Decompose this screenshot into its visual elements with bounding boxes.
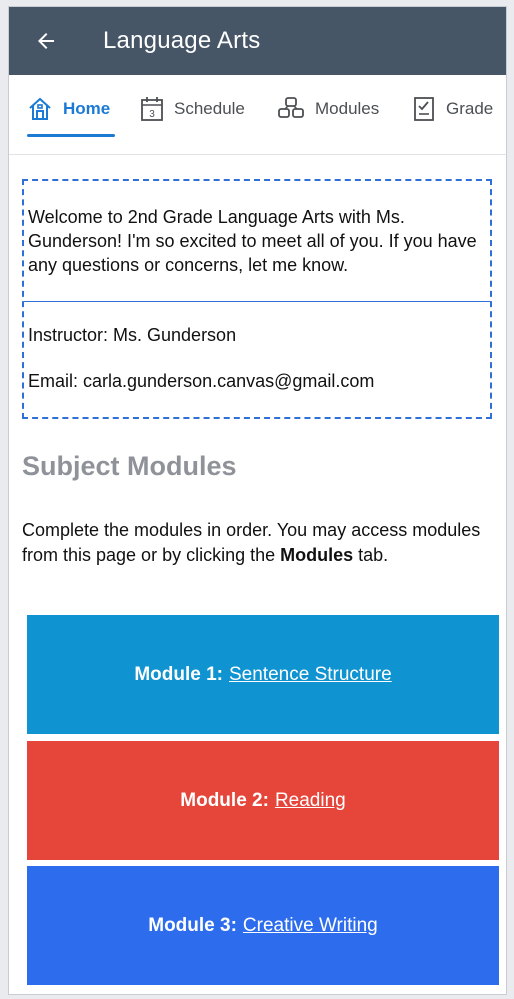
modules-tab-reference: Modules <box>280 545 354 565</box>
tab-schedule[interactable] <box>140 89 245 129</box>
module-3-card <box>27 866 499 985</box>
grades-icon <box>412 96 436 122</box>
welcome-message: Welcome to 2nd Grade Language Arts with Ms. Gunderson! I'm so excited to meet all of you. If you have any questions or concerns, let me know. <box>28 207 477 275</box>
tab-modules[interactable] <box>277 89 379 129</box>
tab-label: Grade <box>446 99 494 118</box>
active-tab-indicator <box>27 134 115 137</box>
back-button[interactable] <box>31 26 61 56</box>
arrow-left-icon <box>34 29 58 53</box>
app-bar <box>9 7 506 75</box>
tab-label: Home <box>63 99 111 118</box>
instructor-email: Email: carla.gunderson.canvas@gmail.com <box>28 371 375 391</box>
section-title: Subject Modules <box>22 451 237 481</box>
intro-text: Complete the modules in order. You may access modules from this page or by clicking the <box>22 520 481 565</box>
tab-label: Schedule <box>174 99 245 118</box>
calendar-icon <box>140 96 164 122</box>
home-icon <box>27 96 53 122</box>
intro-text-end: tab. <box>353 545 389 565</box>
modules-intro <box>22 518 498 568</box>
module-2-card <box>27 741 499 860</box>
module-3-link[interactable]: Creative Writing <box>242 914 378 936</box>
svg-text:3: 3 <box>149 109 155 120</box>
module-1-card <box>27 615 499 734</box>
tab-grades[interactable] <box>412 89 493 129</box>
tab-label: Modules <box>315 99 380 118</box>
page-title: Language Arts <box>103 27 261 54</box>
welcome-box <box>22 179 492 419</box>
module-label: Module 1: <box>134 663 223 685</box>
instructor-name: Instructor: Ms. Gunderson <box>28 325 237 345</box>
module-2-link[interactable]: Reading <box>274 789 346 811</box>
module-1-link[interactable]: Sentence Structure <box>229 663 392 685</box>
module-label: Module 3: <box>148 914 237 936</box>
divider <box>24 301 490 302</box>
app-frame <box>8 6 507 995</box>
tab-home[interactable] <box>27 89 110 129</box>
course-tabs <box>9 75 506 155</box>
module-label: Module 2: <box>180 789 269 811</box>
modules-icon <box>277 96 305 122</box>
